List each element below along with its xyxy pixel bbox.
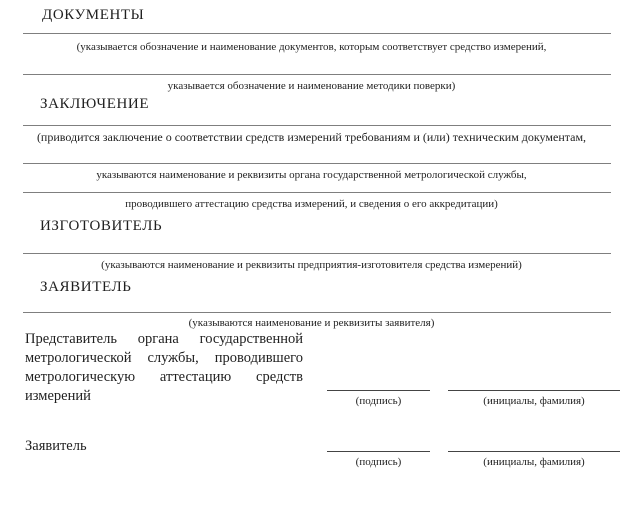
representative-role-label: Представитель органа государственной метрологической службы, проводившего метрологическую аттестацию средств измерений bbox=[25, 331, 303, 404]
caption-conclusion-2: указываются наименование и реквизиты органа государственной метрологической службы, bbox=[96, 169, 527, 181]
caption-documents-1: (указывается обозначение и наименование документов, которым соответствует средство измерений, bbox=[76, 41, 547, 53]
applicant-role-label: Заявитель bbox=[25, 438, 87, 454]
section-heading-applicant: ЗАЯВИТЕЛЬ bbox=[40, 279, 132, 295]
section-heading-conclusion: ЗАКЛЮЧЕНИЕ bbox=[40, 96, 150, 112]
fill-in-rule-documents-1 bbox=[23, 33, 611, 34]
signature-line-representative bbox=[327, 390, 430, 391]
fill-in-rule-conclusion-2 bbox=[23, 163, 611, 164]
fill-in-rule-conclusion-3 bbox=[23, 192, 611, 193]
section-heading-manufacturer: ИЗГОТОВИТЕЛЬ bbox=[40, 218, 163, 234]
name-line-representative bbox=[448, 390, 620, 391]
signature-caption-representative: (подпись) bbox=[355, 395, 402, 407]
fill-in-rule-conclusion-1 bbox=[23, 125, 611, 126]
signature-line-applicant bbox=[327, 451, 430, 452]
fill-in-rule-applicant bbox=[23, 312, 611, 313]
name-line-applicant bbox=[448, 451, 620, 452]
fill-in-rule-documents-2 bbox=[23, 74, 611, 75]
signature-caption-applicant: (подпись) bbox=[355, 456, 402, 468]
caption-manufacturer: (указываются наименование и реквизиты предприятия-изготовителя средства измерений) bbox=[101, 259, 522, 271]
name-caption-representative: (инициалы, фамилия) bbox=[483, 395, 585, 407]
name-caption-applicant: (инициалы, фамилия) bbox=[483, 456, 585, 468]
section-heading-documents: ДОКУМЕНТЫ bbox=[42, 7, 145, 23]
caption-conclusion-1: (приводится заключение о соответствии средств измерений требованиям и (или) техническим документам, bbox=[36, 130, 587, 144]
fill-in-rule-manufacturer bbox=[23, 253, 611, 254]
caption-documents-2: указывается обозначение и наименование методики поверки) bbox=[167, 80, 456, 92]
caption-conclusion-3: проводившего аттестацию средства измерений, и сведения о его аккредитации) bbox=[125, 198, 498, 210]
caption-applicant: (указываются наименование и реквизиты заявителя) bbox=[188, 317, 435, 329]
